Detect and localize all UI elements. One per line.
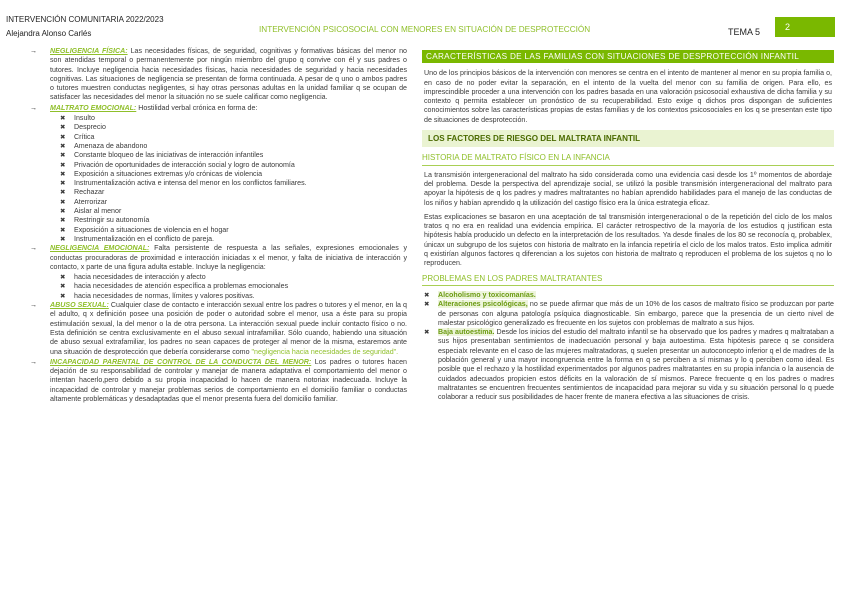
cross-icon: ✖ bbox=[60, 180, 66, 188]
list-item: ✖ Aterrorizar bbox=[60, 197, 108, 206]
list-item: ✖ Desprecio bbox=[60, 123, 106, 132]
risk-factors-heading: LOS FACTORES DE RIESGO DEL MALTRATA INFANTIL bbox=[422, 130, 834, 147]
negligencia-emocional-list bbox=[30, 273, 407, 301]
arrow-icon: → bbox=[30, 103, 38, 112]
cross-icon: ✖ bbox=[60, 133, 66, 141]
term-label: ABUSO SEXUAL: bbox=[50, 301, 109, 310]
section-abuso-sexual bbox=[30, 301, 407, 357]
cross-icon: ✖ bbox=[60, 208, 66, 216]
term-label: NEGLIGENCIA FÍSICA: bbox=[50, 47, 128, 55]
cross-icon: ✖ bbox=[60, 124, 66, 132]
history-subheading: HISTORIA DE MALTRATO FÍSICO EN LA INFANCIA bbox=[422, 153, 834, 165]
list-item: ✖ Aislar al menor bbox=[60, 207, 122, 216]
term-label: INCAPACIDAD PARENTAL DE CONTROL DE LA CONDUCTA DEL MENOR: bbox=[50, 357, 312, 366]
list-item: ✖ Privación de oportunidades de interacción social y logro de autonomía bbox=[60, 160, 295, 169]
section-text: Los padres o tutores hacen dejación de su responsabilidad de controlar y manejar de manera adaptativa el comportamiento del menor o intentan hacerlo,pero debido a su propia incapacidad lo hacen de manera notoriax inadecuada. Incluye la incapacidad de controlar y manejar problemas serios de comportamiento en el domicilio familiar o conductas altamente problemáticas y desadaptadas que el menor presenta fuera del domicilio familiar. bbox=[50, 357, 407, 403]
left-column bbox=[30, 47, 407, 405]
header-left bbox=[6, 13, 164, 41]
cross-icon: ✖ bbox=[424, 291, 430, 299]
arrow-icon: → bbox=[30, 47, 38, 55]
author-name: Alejandra Alonso Carlés bbox=[6, 29, 92, 38]
list-item: ✖ Instrumentalización activa e intensa del menor en los conflictos familiares. bbox=[60, 179, 307, 188]
section-incapacidad-parental bbox=[30, 358, 407, 404]
right-column bbox=[422, 50, 834, 403]
section-negligencia-fisica bbox=[30, 47, 407, 103]
list-item: ✖ Exposición a situaciones extremas y/o crónicas de violencia bbox=[60, 169, 263, 178]
arrow-icon: → bbox=[30, 244, 38, 253]
list-item: ✖ Amenaza de abandono bbox=[60, 141, 148, 150]
cross-icon: ✖ bbox=[60, 226, 66, 234]
highlight-label: Alcoholismo y toxicomanías. bbox=[438, 290, 536, 299]
cross-icon: ✖ bbox=[60, 189, 66, 197]
tema-label: TEMA 5 bbox=[728, 27, 761, 37]
list-item: ✖ Crítica bbox=[60, 132, 95, 141]
quoted-term: "negligencia hacia necesidades de seguridad". bbox=[251, 347, 399, 356]
cross-icon: ✖ bbox=[424, 301, 430, 309]
list-item: ✖ hacia necesidades de normas, límites y valores positivas. bbox=[60, 291, 255, 300]
highlight-label: Alteraciones psicológicas, bbox=[438, 300, 528, 309]
section-text: Las necesidades físicas, de seguridad, cognitivas y formativas básicas del menor no son atendidas temporal o permanentemente por ningún miembro del grupo q convive con él y sus padres o tutores. Incluye negligencia hacia necesidades físicas, hacia necesidades de seguridad y hacia necesidades cognitivas. Las situaciones de negligencia se presentan de forma continuada. A pesar de q uno o ambos padres o tutores muestren conductas negligentes, si hay otras personas adultas en la unidad familiar q se ocupan de satisfacer las necesidades del menor la situación no se suele calificar como negligencia. bbox=[50, 47, 407, 102]
list-item: ✖ Exposición a situaciones de violencia en el hogar bbox=[60, 225, 229, 234]
list-item: ✖ Rechazar bbox=[60, 188, 105, 197]
list-item: ✖ Baja autoestima. Desde los inicios del estudio del maltrato infantil se ha observado que los padres y madres q maltrataban a sus hijos presentaban sentimientos de inadecuación personal y baja autoestima. Esta hipótesis parece q se considera especialx relevante en el caso de las mujeres maltratadoras, q suelen presentar un autoconcepto inferior q el de madres de la población general y una mayor incongruencia entre la forma en q se perciben a sí mismas y lo q perciben como ideal. Es posible que el rechazo y la hostilidad experimentados por algunos padres maltratantes en su propia infancia o la ausencia de cuidados adecuados propicien estos déficits en la valoración de sí mismos. Parece frecuente q en los padres o madres maltratantes se encuentren frecuentes sentimientos de incapacidad para mejorar su vida y su situación personal lo q puede colaborar a reducir sus posibilidades de hacer frente de manera efectiva a las situaciones de crisis. bbox=[424, 328, 834, 402]
page-number-badge: 2 bbox=[775, 17, 835, 37]
section-negligencia-emocional bbox=[30, 244, 407, 272]
term-label: NEGLIGENCIA EMOCIONAL: bbox=[50, 244, 150, 253]
cross-icon: ✖ bbox=[60, 292, 66, 300]
course-name: INTERVENCIÓN COMUNITARIA 2022/2023 bbox=[6, 15, 164, 24]
cross-icon: ✖ bbox=[60, 235, 66, 243]
cross-icon: ✖ bbox=[60, 142, 66, 150]
list-item: ✖ Instrumentalización en el conflicto de pareja. bbox=[60, 234, 214, 243]
section-text: Hostilidad verbal crónica en forma de: bbox=[138, 103, 258, 112]
highlight-label: Baja autoestima. bbox=[438, 328, 495, 337]
intro-paragraph: Uno de los principios básicos de la intervención con menores se centra en el intento de mantener al menor en su propia familia o, en caso de no poder evitar la separación, en el intento de la vuelta del menor con su familia de origen. Para ello, es imprescindible proceder a una intervención con los padres basada en una valoración psicosocial exhaustiva de dicha familia y su contexto q permita establecer un pronóstico de su recuperabilidad. Esto exige q dichos pros dispongan de suficientes conocimientos sobre las características propias de estas familias y de los contextos psicosociales en los q se presentan este tipo de situaciones de desprotección. bbox=[424, 69, 832, 124]
history-paragraph-1: La transmisión intergeneracional del maltrato ha sido considerada como una evidencia casi desde los 1º momentos de abordaje del problema. Desde la perspectiva del aprendizaje social, se utilizó la posible transmisión intergeneracional del maltrato para apoyar la hipótesis de q los padres y madres maltratantes no habían aprendido habilidades para el manejo de las conductas de los niños y habían aprendido q la utilización del castigo físico era la única estrategia eficaz. bbox=[424, 170, 832, 207]
cross-icon: ✖ bbox=[60, 161, 66, 169]
arrow-icon: → bbox=[30, 357, 38, 366]
cross-icon: ✖ bbox=[60, 217, 66, 225]
cross-icon: ✖ bbox=[60, 283, 66, 291]
list-item: ✖ Insulto bbox=[60, 114, 95, 123]
list-item: ✖ Alteraciones psicológicas, no se puede afirmar que más de un 10% de los casos de maltrato físico se produzcan por parte de personas con alguna patología psíquica diagnosticable. Sin embargo, parece que la presencia de un cierto nivel de malestar psicológico generalizado es frecuente en los sujetos con problemas de maltrato a sus hijos. bbox=[424, 300, 834, 327]
section-maltrato-emocional bbox=[30, 104, 407, 113]
term-label: MALTRATO EMOCIONAL: bbox=[50, 103, 137, 112]
cross-icon: ✖ bbox=[60, 152, 66, 160]
section-text: Cualquier clase de contacto e interacción sexual entre los padres o tutores y el menor, en la q el adulto, q x definición posee una posición de poder o autoridad sobre el menor, usa a éste para su propia estimulación sexual, la del menor o la de otra persona. La interacción sexual puede incluir contacto físico o no. Esta definición se centra exclusivamente en el abuso sexual intrafamiliar. Sólo cuando, habiendo una situación de abuso sexual extrafamiliar, los padres no sean capaces de proteger al menor de la misma, estaremos ante una situación de desprotección que debería considerarse como bbox=[50, 301, 407, 356]
cross-icon: ✖ bbox=[60, 170, 66, 178]
list-item: ✖ Constante bloqueo de las iniciativas de interacción infantiles bbox=[60, 151, 264, 160]
list-item: ✖ hacia necesidades de interacción y afecto bbox=[60, 273, 206, 282]
list-item bbox=[424, 291, 834, 300]
list-item: ✖ Restringir su autonomía bbox=[60, 216, 150, 225]
document-title: INTERVENCIÓN PSICOSOCIAL CON MENORES EN SITUACIÓN DE DESPROTECCIÓN bbox=[259, 25, 591, 34]
history-paragraph-2: Estas explicaciones se basaron en una aceptación de tal transmisión intergeneracional o de la repetición del ciclo de los malos tratos q no era en realidad una evidencia empírica. El carácter retrospectivo de la mayoría de los estudios q justifican esta hipótesis había producido un defecto en la interpretación de los resultados. Ya desde finales de los 80 se reconocía q, probablex, únicax un subgrupo de los sujetos con historia de maltrato en la infancia repetiría el ciclo de los malos tratos. Esto implica admitir q existirían algunos factores q diferencian a los sujetos con historia de maltrato q reproducen el problema de los sujetos q no lo reproducen. bbox=[424, 212, 832, 268]
cross-icon: ✖ bbox=[60, 198, 66, 206]
cross-icon: ✖ bbox=[60, 115, 66, 123]
cross-icon: ✖ bbox=[60, 274, 66, 282]
problems-subheading: PROBLEMAS EN LOS PADRES MALTRATANTES bbox=[422, 274, 834, 286]
arrow-icon: → bbox=[30, 301, 38, 310]
cross-icon: ✖ bbox=[424, 329, 430, 337]
list-item: ✖ hacia necesidades de atención específica a problemas emocionales bbox=[60, 282, 289, 291]
maltrato-list bbox=[30, 114, 407, 244]
section-heading-caracteristicas: CARACTERÍSTICAS DE LAS FAMILIAS CON SITUACIONES DE DESPROTECCIÓN INFANTIL bbox=[422, 50, 834, 63]
section-text: Falta persistente de respuesta a las señales, expresiones emocionales y conductas procuradoras de proximidad e interacción iniciadas x el menor, y falta de iniciativa de interacción y contacto, x parte de una figura adulta estable. Incluye la negligencia: bbox=[50, 244, 407, 271]
problems-list bbox=[422, 291, 834, 403]
